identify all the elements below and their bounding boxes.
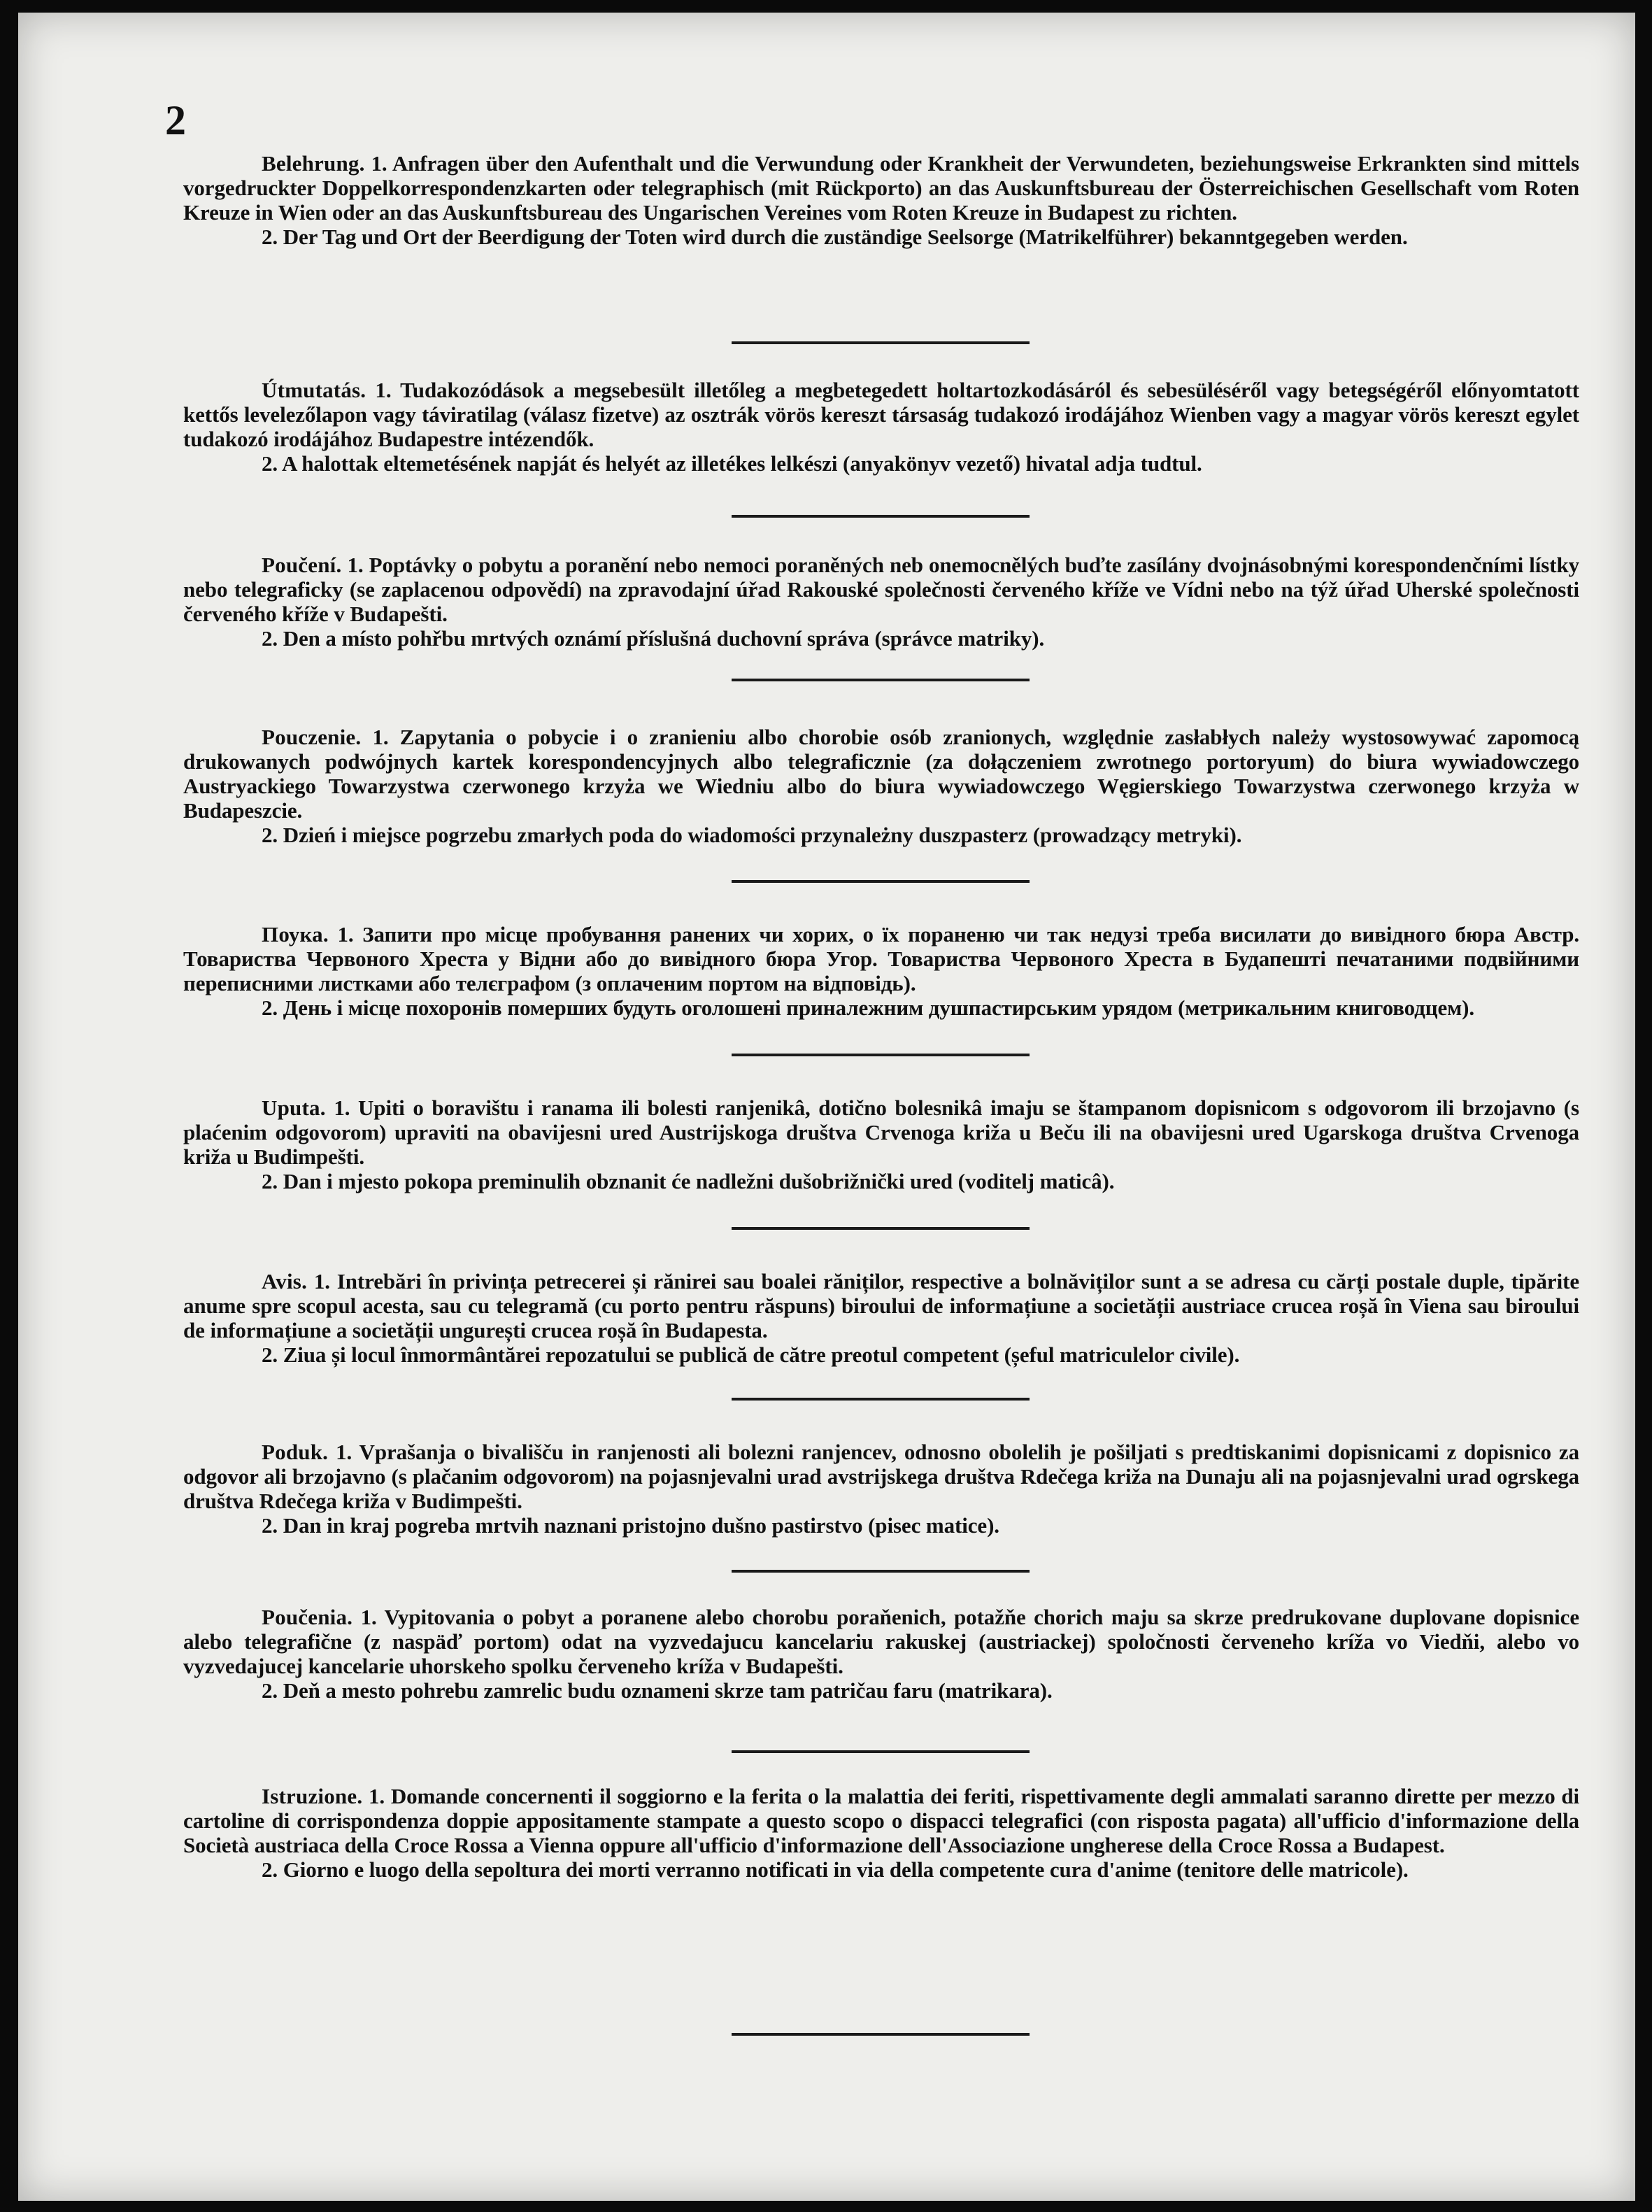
paragraph <box>183 1169 1579 1193</box>
section-heading: Istruzione. <box>262 1784 363 1808</box>
paragraph-text: 1. Tudakozódások a megsebesült illetőleg a megbetegedett holtartozkodásáról és sebesüléséről vagy betegségéről előnyomtatott kettős levelezőlapon vagy táviratilag (válasz fizetve) az osztrák vörös kereszt társaság tudakozó irodájához Wienben vagy a magyar vörös kereszt egylet tudakozó irodájához Budapestre intézendők. <box>183 378 1579 451</box>
section-heading: Útmutatás. <box>262 378 366 402</box>
paragraph-text: 1. Vprašanja o bivališču in ranjenosti ali bolezni ranjencev, odnosno obolelih je pošiljati s predtiskanimi dopisnicami z dopisnico za odgovor ali brzojavno (s plačanim odgovorom) na pojasnjevalni urad avstrijskega društva Rdečega križa na Dunaju ali na pojasnjevalni urad ogrskega društva Rdečega križa v Budimpešti. <box>183 1440 1579 1513</box>
paragraph-text: 1. Poptávky o pobytu a poranění nebo nemoci poraněných neb onemocnělých buďte zasílány dvojnásobnými korespondenčními lístky nebo telegraficky (se zaplacenou odpovědí) na zpravodajní úřad Rakouské společnosti červeného kříže ve Vídni nebo na týž úřad Uherské společnosti červeného kříže v Budapešti. <box>183 553 1579 626</box>
divider <box>732 1054 1030 1056</box>
paragraph-text: 1. Domande concernenti il soggiorno e la ferita o la malattia dei feriti, rispettivamente degli ammalati saranno dirette per mezzo di cartoline di corrispondenza doppie appositamente stampate a questo scopo o dispacci telegrafici (con risposta pagata) all'ufficio d'informazione della Società austriaca della Croce Rossa a Vienna oppure all'ufficio d'informazione dell'Associazione ungherese della Croce Rossa a Budapest. <box>183 1784 1580 1857</box>
paragraph-text: 1. Vypitovania o pobyt a poranene alebo chorobu poraňenich, potažňe chorich maju sa skrze predrukovane duplovane dopisnice alebo telegrafične (z naspäď portom) odat na vyzvedajucu kancelariu rakuskej (austriackej) spoločnosti červeneho kríža vo Viedňi, alebo vo vyzvedajucej kancelarie uhorskeho spolku červeneho kríža v Budapešti. <box>183 1605 1579 1678</box>
paragraph <box>183 1096 1579 1169</box>
paragraph <box>183 1784 1579 1857</box>
divider <box>732 679 1030 681</box>
paragraph <box>183 995 1579 1020</box>
divider <box>732 341 1030 344</box>
paragraph-text: 2. A halottak eltemetésének napját és helyét az illetékes lelkészi (anyakönyv vezető) hivatal adja tudtul. <box>262 451 1202 476</box>
section-heading: Poučení. <box>262 553 342 577</box>
section-italian <box>183 1784 1579 1882</box>
paragraph <box>183 1678 1579 1703</box>
paragraph-text: 2. Den a místo pohřbu mrtvých oznámí příslušná duchovní správa (správce matriky). <box>262 626 1045 651</box>
paragraph <box>183 451 1579 476</box>
divider <box>732 1227 1030 1230</box>
paragraph <box>183 1857 1579 1882</box>
section-czech <box>183 553 1579 651</box>
section-slovene <box>183 1440 1579 1538</box>
paragraph-text: 2. Ziua și locul înmormântărei repozatului se publică de către preotul competent (șeful matriculelor civile). <box>262 1342 1240 1367</box>
paragraph-text: 1. Zapytania o pobycie i o zranieniu albo chorobie osób zranionych, względnie zasłabłych należy wystosowywać zapomocą drukowanych podwójnych kartek korespondencyjnych albo telegraficznie (za dołączeniem zwrotnego portoryum) do biura wywiadowczego Austryackiego Towarzystwa czerwonego krzyża we Wiedniu albo do biura wywiadowczego Węgierskiego Towarzystwa czerwonego krzyża w Budapeszcie. <box>183 725 1579 823</box>
page-number: 2 <box>165 97 186 143</box>
paragraph <box>183 823 1579 847</box>
section-ukrainian <box>183 922 1579 1020</box>
divider <box>732 515 1030 518</box>
divider <box>732 1570 1030 1573</box>
section-heading: Pouczenie. <box>262 725 362 749</box>
paragraph <box>183 151 1579 225</box>
paragraph <box>183 225 1579 249</box>
section-german <box>183 151 1579 249</box>
paragraph-text: 1. Запити про місце пробування ранених чи хорих, о їх пораненю чи так недузі треба висилати до вивідного бюра Австр. Товариства Червоного Хреста у Відни або до вивідного бюра Угор. Товариства Червоного Хреста в Будапешті печатаними подвійними переписними листками або телєграфом (з оплаченим портом на відповідь). <box>183 922 1579 995</box>
paragraph <box>183 1342 1579 1367</box>
paragraph <box>183 1440 1579 1513</box>
paragraph <box>183 553 1579 626</box>
paragraph-text: 2. Dzień i miejsce pogrzebu zmarłych poda do wiadomości przynależny duszpasterz (prowadzący metryki). <box>262 823 1242 847</box>
divider <box>732 1750 1030 1753</box>
paragraph-text: 1. Intrebări în privința petrecerei și rănirei sau boalei răniților, respective a bolnăviților sunt a se adresa cu cărți postale duple, tipărite anume spre scopul acesta, sau cu telegramă (cu porto pentru răspuns) biroului de informațiune a societății austriace crucea roșă în Viena sau biroului de informațiune a societății ungurești crucea roșă în Budapesta. <box>183 1269 1579 1342</box>
paragraph <box>183 725 1579 823</box>
divider <box>732 880 1030 883</box>
paragraph-text: 2. Giorno e luogo della sepoltura dei morti verranno notificati in via della competente cura d'anime (tenitore delle matricole). <box>262 1857 1409 1882</box>
section-hungarian <box>183 378 1579 476</box>
paragraph <box>183 1513 1579 1538</box>
paragraph-text: 2. Der Tag und Ort der Beerdigung der Toten wird durch die zuständige Seelsorge (Matrikelführer) bekanntgegeben werden. <box>262 225 1408 249</box>
paragraph-text: 2. День і місце похоронів померших будуть оголошені приналежним душпастирським урядом (метрикальним книговодцем). <box>262 995 1475 1020</box>
divider <box>732 2033 1030 2036</box>
section-heading: Belehrung. <box>262 151 365 176</box>
paragraph <box>183 1605 1579 1678</box>
section-heading: Uputa. <box>262 1096 326 1120</box>
paragraph-text: 1. Anfragen über den Aufenthalt und die Verwundung oder Krankheit der Verwundeten, beziehungsweise Erkrankten sind mittels vorgedruckter Doppelkorrespondenzkarten oder telegraphisch (mit Rückporto) an das Auskunftsbureau der Österreichischen Gesellschaft vom Roten Kreuze in Wien oder an das Auskunftsbureau des Ungarischen Vereines vom Roten Kreuze in Budapest zu richten. <box>183 151 1579 225</box>
paragraph-text: 2. Dan in kraj pogreba mrtvih naznani pristojno dušno pastirstvo (pisec matice). <box>262 1513 999 1538</box>
page <box>18 13 1635 2201</box>
paragraph <box>183 922 1579 995</box>
section-romanian <box>183 1269 1579 1367</box>
section-croatian <box>183 1096 1579 1193</box>
paragraph-text: 2. Deň a mesto pohrebu zamrelic budu oznameni skrze tam patričau faru (matrikara). <box>262 1678 1053 1703</box>
divider <box>732 1398 1030 1401</box>
section-slovak <box>183 1605 1579 1703</box>
section-heading: Poduk. <box>262 1440 329 1464</box>
paragraph-text: 2. Dan i mjesto pokopa preminulih obznanit će nadležni dušobrižnički ured (voditelj maticâ). <box>262 1169 1115 1193</box>
paragraph-text: 1. Upiti o boravištu i ranama ili bolesti ranjenikâ, dotično bolesnikâ imaju se štampanom dopisnicom s odgovorom ili brzojavno (s plaćenim odgovorom) upraviti na obavijesni ured Austrijskoga društva Crvenoga križa u Beču ili na obavijesni ured Ugarskoga društva Crvenoga križa u Budimpešti. <box>183 1096 1579 1169</box>
section-heading: Avis. <box>262 1269 308 1293</box>
paragraph <box>183 378 1579 451</box>
paragraph <box>183 626 1579 651</box>
section-heading: Poučenia. <box>262 1605 353 1629</box>
section-heading: Поука. <box>262 922 329 947</box>
section-polish <box>183 725 1579 847</box>
paragraph <box>183 1269 1579 1342</box>
